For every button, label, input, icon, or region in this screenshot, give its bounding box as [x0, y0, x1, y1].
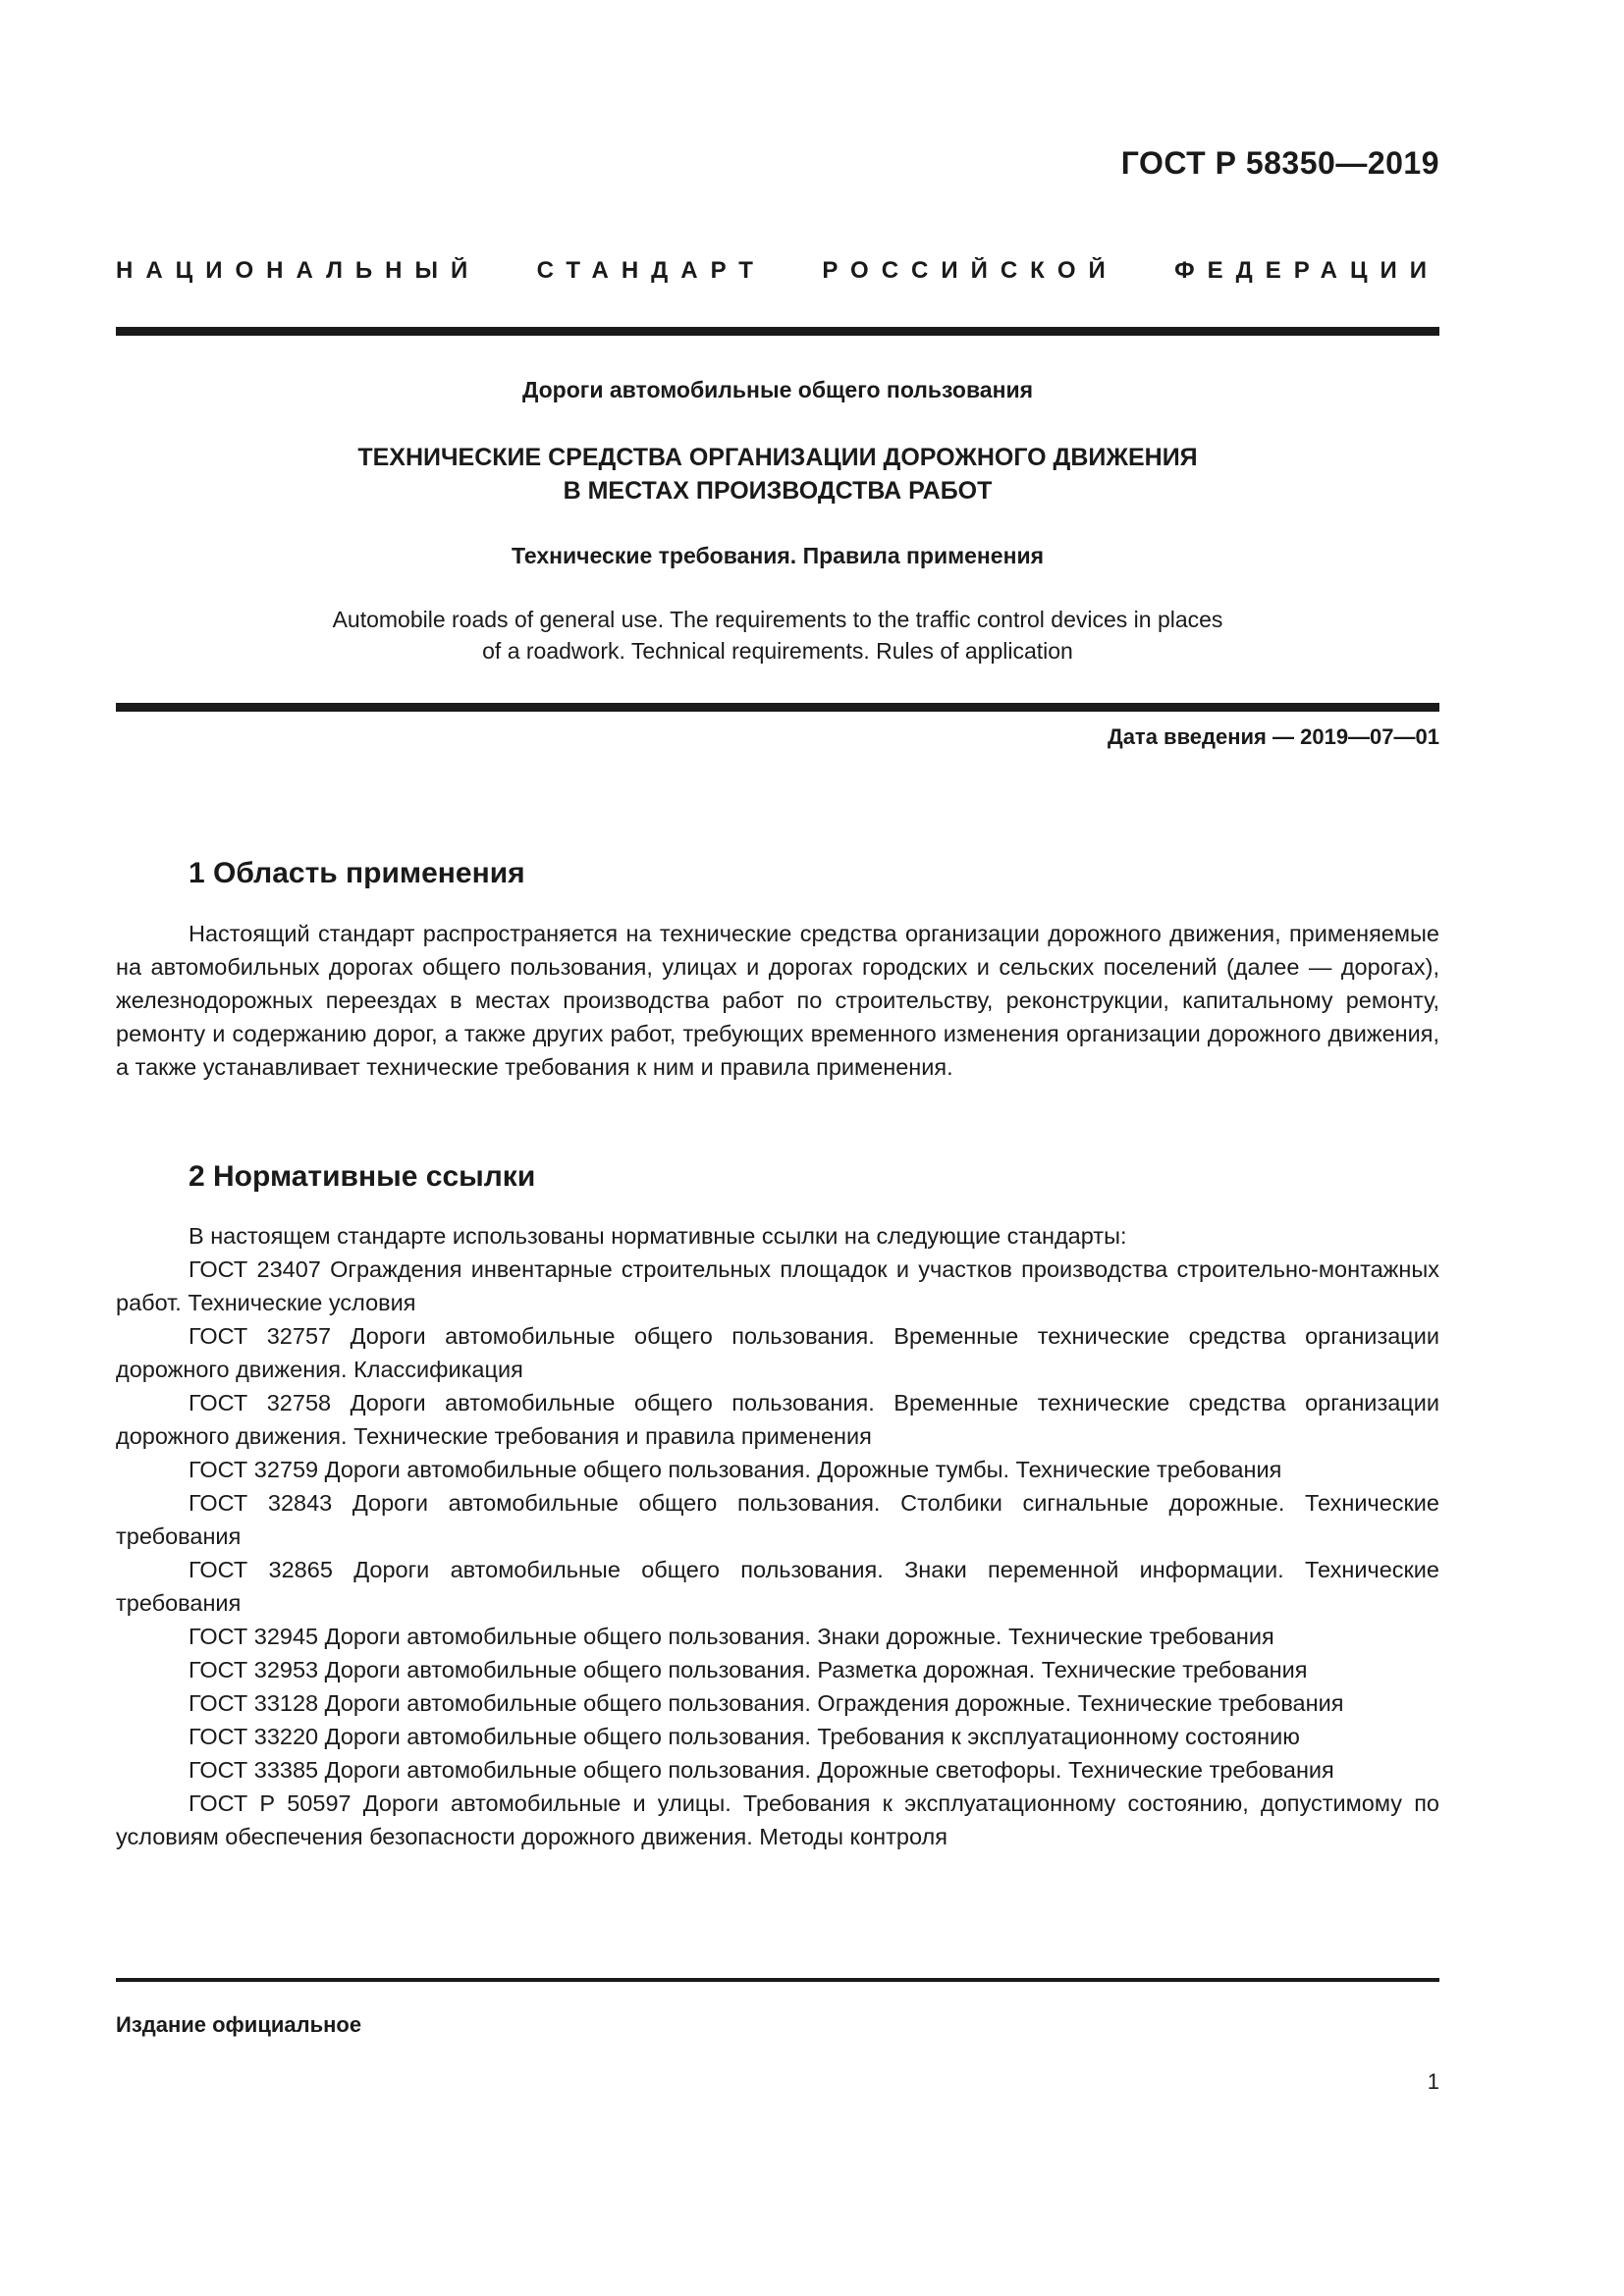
official-edition-label: Издание официальное [116, 2012, 362, 2037]
footer-divider [116, 1978, 1439, 1982]
road-title: Дороги автомобильные общего пользования [521, 377, 1034, 402]
main-title-line-2: В МЕСТАХ ПРОИЗВОДСТВА РАБОТ [563, 477, 993, 505]
reference-item: ГОСТ 32758 Дороги автомобильные общего пользования. Временные технические средства организации дорожного движения. Технические требования и правила применения [116, 1390, 1439, 1449]
main-title [116, 441, 1439, 507]
reference-item: ГОСТ 33220 Дороги автомобильные общего пользования. Требования к эксплуатационному состоянию [189, 1724, 1300, 1749]
subtitle: Технические требования. Правила применения [511, 543, 1045, 568]
english-title-line-1: Automobile roads of general use. The requirements to the traffic control devices in places [332, 607, 1223, 632]
section-1-body [116, 917, 1439, 1084]
reference-item: ГОСТ 32953 Дороги автомобильные общего пользования. Разметка дорожная. Технические требования [189, 1657, 1308, 1682]
title-divider [116, 703, 1439, 712]
english-title-line-2: of a roadwork. Technical requirements. Rules of application [482, 638, 1073, 664]
reference-item: ГОСТ 23407 Ограждения инвентарные строительных площадок и участков производства строительно-монтажных работ. Технические условия [116, 1256, 1439, 1315]
section-1-paragraph: Настоящий стандарт распространяется на технические средства организации дорожного движения, применяемые на автомобильных дорогах общего пользования, улицах и дорогах городских и сельских поселений (далее — дорогах), железнодорожных переездах в местах производства работ по строительству, реконструкции, капитальному ремонту, ремонту и содержанию дорог, а также других работ, требующих временного изменения организации дорожного движения, а также устанавливает технические требования к ним и правила применения. [116, 921, 1439, 1080]
section-2-body [116, 1219, 1439, 1853]
document-number: ГОСТ Р 58350—2019 [1120, 145, 1439, 181]
reference-item: ГОСТ 32945 Дороги автомобильные общего пользования. Знаки дорожные. Технические требования [189, 1624, 1274, 1649]
section-1-heading: 1 Область применения [189, 857, 525, 889]
top-divider [116, 327, 1439, 336]
reference-item: ГОСТ Р 50597 Дороги автомобильные и улицы. Требования к эксплуатационному состоянию, допустимому по условиям обеспечения безопасности дорожного движения. Методы контроля [116, 1790, 1439, 1849]
english-title [116, 604, 1439, 667]
reference-item: ГОСТ 32865 Дороги автомобильные общего пользования. Знаки переменной информации. Технические требования [116, 1557, 1439, 1616]
main-title-line-1: ТЕХНИЧЕСКИЕ СРЕДСТВА ОРГАНИЗАЦИИ ДОРОЖНОГО ДВИЖЕНИЯ [357, 444, 1198, 471]
reference-item: ГОСТ 32843 Дороги автомобильные общего пользования. Столбики сигнальные дорожные. Технические требования [116, 1490, 1439, 1549]
reference-item: ГОСТ 33128 Дороги автомобильные общего пользования. Ограждения дорожные. Технические требования [189, 1690, 1344, 1716]
reference-item: ГОСТ 32759 Дороги автомобильные общего пользования. Дорожные тумбы. Технические требования [189, 1457, 1282, 1482]
page-number: 1 [1427, 2069, 1439, 2094]
section-2-heading: 2 Нормативные ссылки [189, 1160, 536, 1193]
introduction-date: Дата введения — 2019—07—01 [1108, 724, 1439, 749]
national-standard-header: НАЦИОНАЛЬНЫЙ СТАНДАРТ РОССИЙСКОЙ ФЕДЕРАЦИИ [116, 257, 1439, 284]
references-intro: В настоящем стандарте использованы нормативные ссылки на следующие стандарты: [189, 1223, 1127, 1249]
reference-item: ГОСТ 32757 Дороги автомобильные общего пользования. Временные технические средства организации дорожного движения. Классификация [116, 1323, 1439, 1382]
reference-item: ГОСТ 33385 Дороги автомобильные общего пользования. Дорожные светофоры. Технические требования [189, 1757, 1334, 1783]
